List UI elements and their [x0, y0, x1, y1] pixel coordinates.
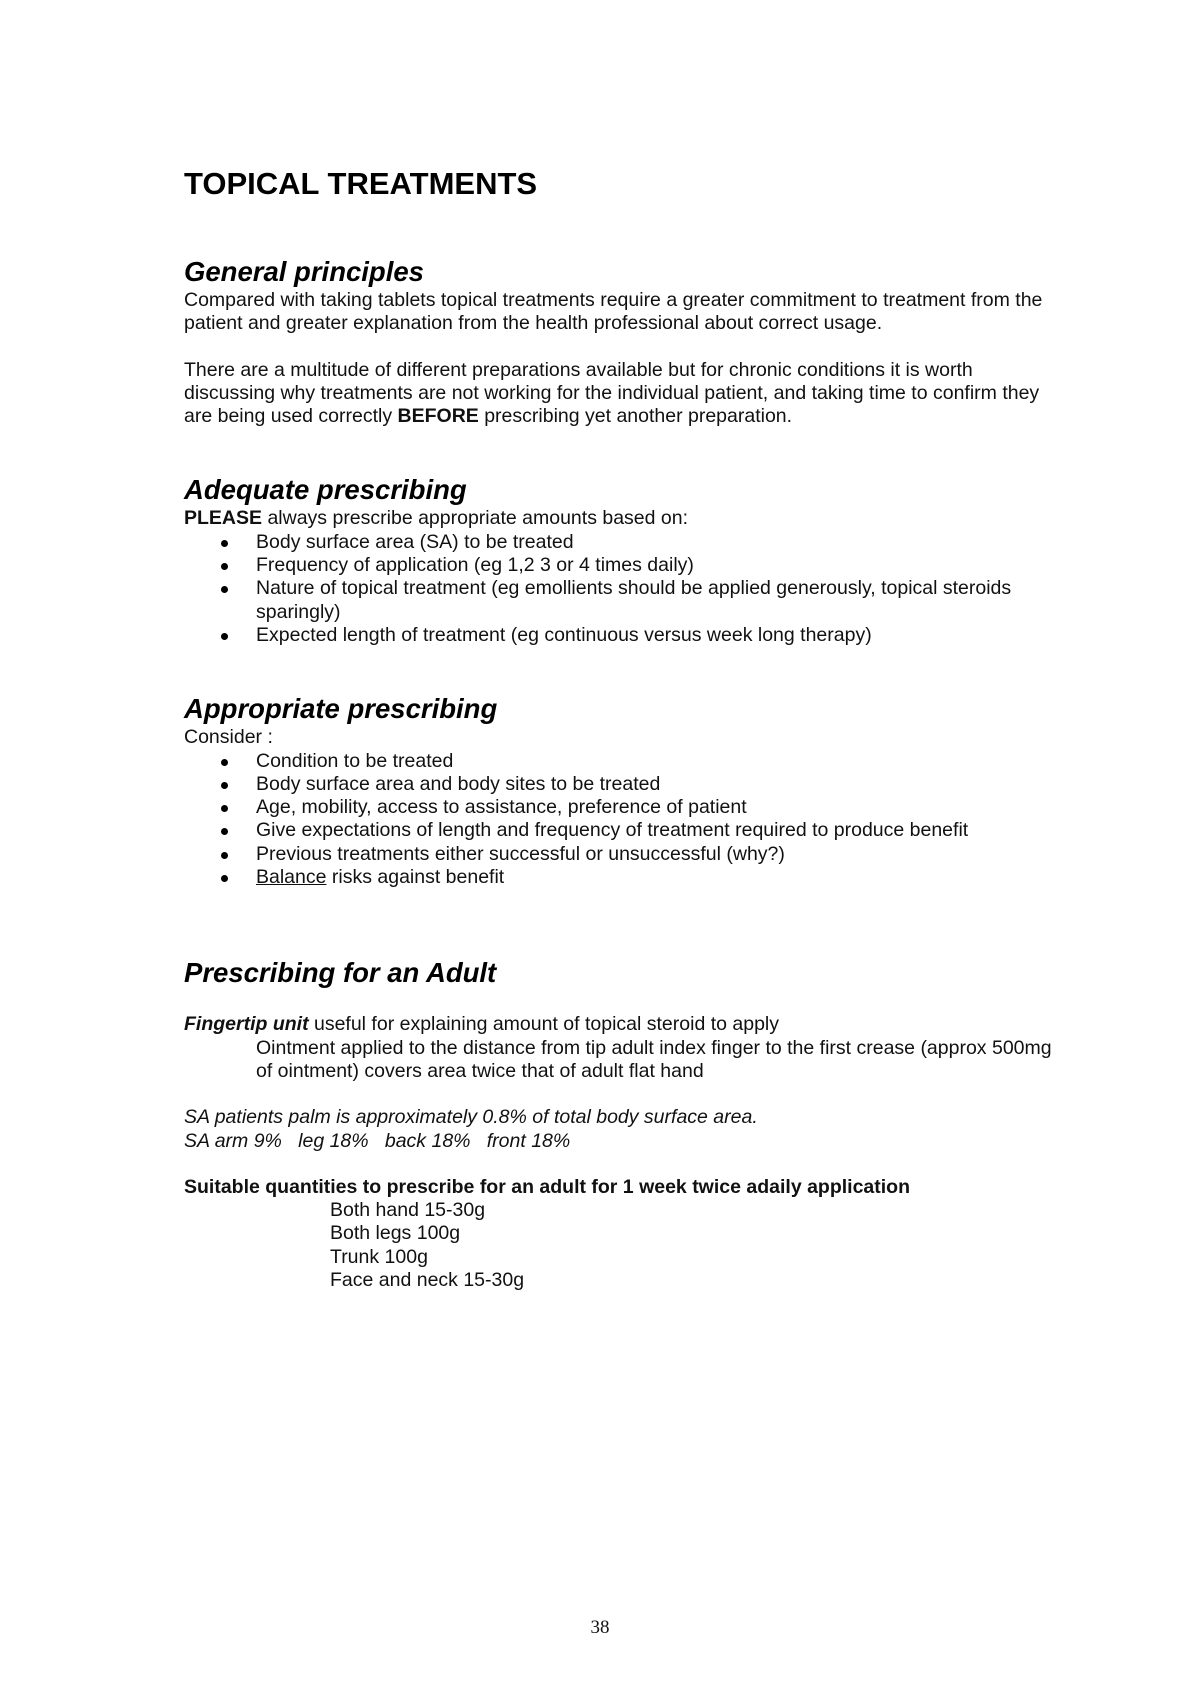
list-item [256, 750, 1064, 773]
document-title: TOPICAL TREATMENTS [184, 166, 538, 201]
quantity-item: Trunk 100g [330, 1245, 428, 1268]
list-item [256, 554, 1064, 577]
fingertip-detail: Ointment applied to the distance from tip adult index finger to the first crease (approx 500mg of ointment) covers area twice that of adult flat hand [256, 1036, 1052, 1082]
adequate-list [184, 531, 1064, 647]
list-item-text: Body surface area (SA) to be treated [256, 530, 574, 553]
bullet-icon [221, 805, 228, 812]
list-item [256, 531, 1064, 554]
adequate-prescribing-heading: Adequate prescribing [184, 474, 467, 506]
list-item-text: Age, mobility, access to assistance, preference of patient [256, 796, 747, 819]
bullet-icon [221, 782, 228, 789]
fingertip-text: useful for explaining amount of topical steroid to apply [308, 1013, 780, 1036]
list-item [256, 577, 1064, 624]
quantities-heading: Suitable quantities to prescribe for an adult for 1 week twice adaily application [184, 1175, 911, 1198]
page-number: 38 [590, 1617, 610, 1638]
list-item-text: Expected length of treatment (eg continuous versus week long therapy) [256, 623, 872, 646]
general-paragraph-2-end: prescribing yet another preparation. [478, 405, 793, 428]
quantity-item: Face and neck 15-30g [330, 1269, 525, 1292]
appropriate-prescribing-heading: Appropriate prescribing [184, 693, 498, 725]
list-item-text: Nature of topical treatment (eg emollients should be applied generously, topical steroids sparingly) [256, 577, 1012, 623]
general-paragraph-2-text: There are a multitude of different preparations available but for chronic conditions it is worth discussing why treatments are not working for the individual patient, and taking time to confirm they are being used correctly [184, 358, 1040, 428]
appropriate-list [184, 750, 1064, 890]
list-item-text: Previous treatments either successful or unsuccessful (why?) [256, 842, 785, 865]
adequate-intro [184, 507, 1064, 530]
bullet-icon [221, 852, 228, 859]
list-item-text: Condition to be treated [256, 749, 454, 772]
list-item-text: Give expectations of length and frequency of treatment required to produce benefit [256, 819, 969, 842]
list-item [256, 796, 1064, 819]
fingertip-line [184, 1013, 1064, 1036]
list-item-text: Body surface area and body sites to be treated [256, 772, 661, 795]
bullet-icon [221, 586, 228, 593]
list-item-text: Frequency of application (eg 1,2 3 or 4 times daily) [256, 554, 694, 577]
quantity-item: Both hand 15-30g [330, 1199, 486, 1222]
sa-palm-line: SA patients palm is approximately 0.8% of total body surface area. [184, 1106, 758, 1129]
list-item [256, 819, 1064, 842]
list-item [256, 624, 1064, 647]
bullet-icon [221, 563, 228, 570]
bullet-icon [221, 633, 228, 640]
page-content [184, 166, 1064, 1292]
prescribing-adult-heading: Prescribing for an Adult [184, 957, 497, 989]
please-emphasis: PLEASE [184, 507, 263, 530]
appropriate-intro: Consider : [184, 726, 273, 749]
adequate-intro-text: always prescribe appropriate amounts based on: [262, 507, 689, 530]
bullet-icon [221, 759, 228, 766]
balance-underlined: Balance [256, 866, 327, 889]
general-principles-heading: General principles [184, 256, 424, 287]
general-paragraph-2 [184, 359, 1064, 429]
quantity-item: Both legs 100g [330, 1222, 461, 1245]
fingertip-label: Fingertip unit [184, 1013, 309, 1036]
list-item [256, 843, 1064, 866]
before-emphasis: BEFORE [397, 405, 479, 428]
list-item [256, 866, 1064, 889]
list-item-text: risks against benefit [326, 866, 505, 889]
list-item [256, 773, 1064, 796]
general-paragraph-1: Compared with taking tablets topical treatments require a greater commitment to treatment from the patient and greater explanation from the health professional about correct usage. [184, 289, 1043, 335]
sa-body-line: SA arm 9% leg 18% back 18% front 18% [184, 1129, 571, 1152]
bullet-icon [221, 828, 228, 835]
bullet-icon [221, 875, 228, 882]
bullet-icon [221, 540, 228, 547]
